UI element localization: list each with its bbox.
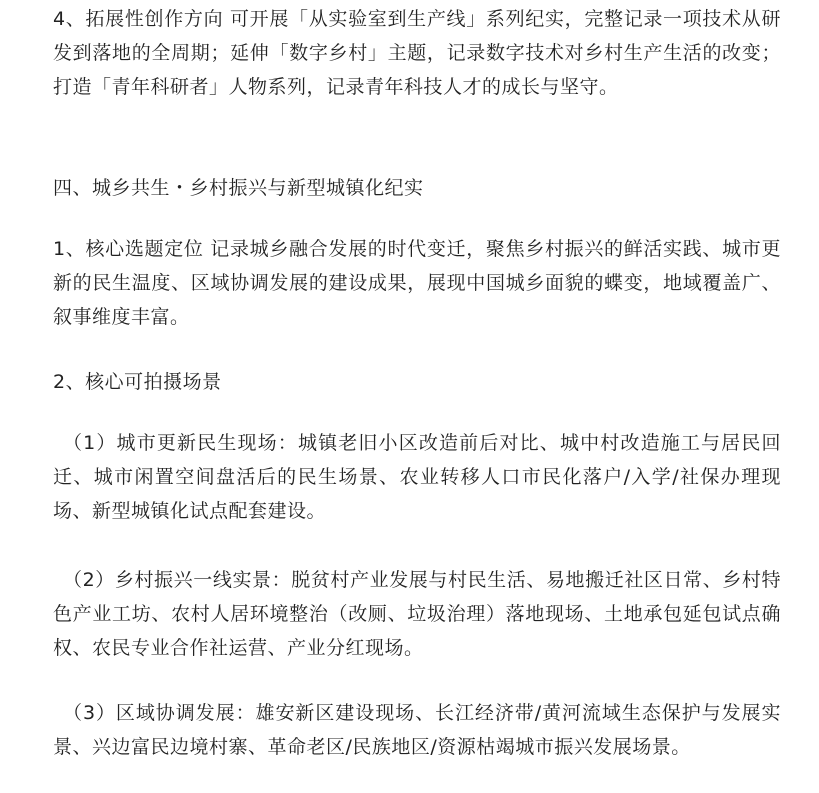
paragraph-core-topic: 1、核心选题定位 记录城乡融合发展的时代变迁，聚焦乡村振兴的鲜活实践、城市更新的民生温度、区域协调发展的建设成果，展现中国城乡面貌的蝶变，地域覆盖广、叙事维度丰富。	[53, 238, 781, 328]
section-heading-urban-rural: 四、城乡共生・乡村振兴与新型城镇化纪实	[53, 177, 424, 199]
paragraph-scene-rural-revitalization: （2）乡村振兴一线实景：脱贫村产业发展与村民生活、易地搬迁社区日常、乡村特色产业工坊、农村人居环境整治（改厕、垃圾治理）落地现场、土地承包延包试点确权、农民专业合作社运营、产业分红现场。	[53, 569, 781, 659]
paragraph-scene-urban-renewal: （1）城市更新民生现场：城镇老旧小区改造前后对比、城中村改造施工与居民回迁、城市闲置空间盘活后的民生场景、农业转移人口市民化落户/入学/社保办理现场、新型城镇化试点配套建设。	[53, 432, 781, 522]
paragraph-shootable-scenes-heading: 2、核心可拍摄场景	[53, 371, 222, 393]
paragraph-creative-directions: 4、拓展性创作方向 可开展「从实验室到生产线」系列纪实，完整记录一项技术从研发到落地的全周期；延伸「数字乡村」主题，记录数字技术对乡村生产生活的改变；打造「青年科研者」人物系列，记录青年科技人才的成长与坚守。	[53, 8, 781, 98]
paragraph-scene-regional-development: （3）区域协调发展：雄安新区建设现场、长江经济带/黄河流域生态保护与发展实景、兴边富民边境村寨、革命老区/民族地区/资源枯竭城市振兴发展场景。	[53, 702, 781, 758]
